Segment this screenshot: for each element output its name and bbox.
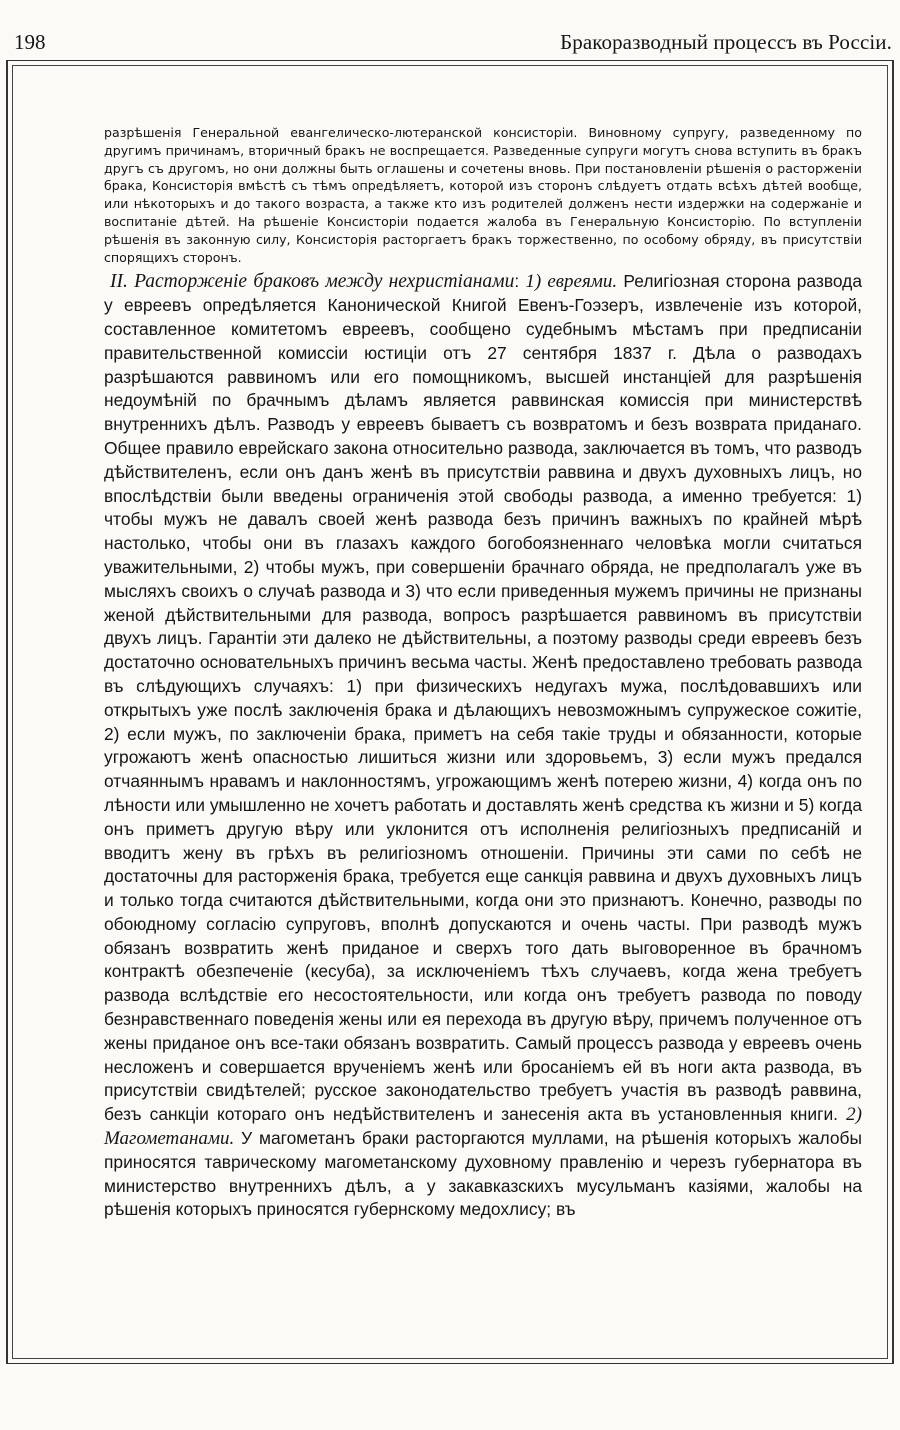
running-title: Бракоразводный процессъ въ Россіи. xyxy=(560,30,892,54)
subsection-label-jews: 1) евреями. xyxy=(525,271,618,293)
page-number: 198 xyxy=(14,30,46,54)
main-paragraph xyxy=(104,270,862,1222)
body-text-muslims: У магометанъ браки расторгаются муллами, на рѣшенія которыхъ жалобы приносятся таврическому магометанскому духовному правленію и черезъ губернатора въ министерство внутреннихъ дѣлъ, а у закавказскихъ мусульманъ казіями, жалобы на рѣшенія которыхъ приносятся губернскому медохлису; въ xyxy=(104,1128,862,1220)
body-text-jews: Религіозная сторона развода у евреевъ опредѣляется Канонической Книгой Евенъ-Гоэзеръ, извлеченіе изъ которой, составленное комитетомъ евреевъ, сообщено судебнымъ мѣстамъ при предписаніи правительственной комиссіи юстиціи отъ 27 сентября 1837 г. Дѣла о разводахъ разрѣшаются раввиномъ или его помощникомъ, высшей инстанціей для разрѣшенія недоумѣній по брачнымъ дѣламъ является раввинская комиссія при министерствѣ внутреннихъ дѣлъ. Разводъ у евреевъ бываетъ съ возвратомъ и безъ возврата приданаго. Общее правило еврейскаго закона относительно развода, заключается въ томъ, что разводъ дѣйствителенъ, если онъ данъ женѣ въ присутствіи раввина и двухъ духовныхъ лицъ, но впослѣдствіи были введены ограниченія этой свободы развода, а именно требуется: 1) чтобы мужъ не давалъ своей женѣ развода безъ причинъ важныхъ по крайней мѣрѣ настолько, чтобы они въ глазахъ каждого богобоязненнаго человѣка могли считаться уважительными, 2) чтобы мужъ, при совершеніи брачнаго обряда, не предполагалъ уже въ мысляхъ своихъ о случаѣ развода и 3) что если приведенныя мужемъ причины не признаны женой дѣйствительными для развода, вопросъ разрѣшается раввиномъ въ присутствіи двухъ лицъ. Гарантіи эти далеко не дѣйствительны, а поэтому разводы среди евреевъ безъ достаточно основательныхъ причинъ весьма часты. Женѣ предоставлено требовать развода въ слѣдующихъ случаяхъ: 1) при физическихъ недугахъ мужа, послѣдовавшихъ или открытыхъ уже послѣ заключенія брака и дѣлающихъ невозможнымъ супружеское сожитіе, 2) если мужъ, по заключеніи брака, приметъ на себя такіе труды и обязанности, которые угрожаютъ женѣ опасностью лишиться жизни или здоровьемъ, 3) если мужъ предался отчаяннымъ нравамъ и наклонностямъ, угрожающимъ женѣ потерею жизни, 4) когда онъ по лѣности или умышленно не хочетъ работать и доставлять женѣ средства къ жизни и 5) когда онъ приметъ другую вѣру или уклонится отъ исполненія религіозныхъ предписаній и вводитъ жену въ грѣхъ въ религіозномъ отношеніи. Причины эти сами по себѣ не достаточны для расторженія брака, требуется еще санкція раввина и двухъ духовныхъ лицъ и только тогда считаются дѣйствительными, когда они это признаютъ. Конечно, разводы по обоюдному согласію супруговъ, вполнѣ допускаются и очень часты. При разводѣ мужъ обязанъ возвратить женѣ приданое и сверхъ того дать выговоренное въ брачномъ контрактѣ обезпеченіе (кесуба), за исключеніемъ тѣхъ случаевъ, когда жена требуетъ развода вслѣдствіе его несостоятельности, или когда онъ требуетъ развода по поводу безнравственнаго поведенія жены или ея перехода въ другую вѣру, причемъ полученное отъ жены приданое онъ все-таки обязанъ возвратить. Самый процессъ развода у евреевъ очень несложенъ и совершается врученіемъ женѣ или бросаніемъ ей въ ноги акта развода, въ присутствіи свидѣтелей; русское законодательство требуетъ участія въ разводѣ раввина, безъ санкціи котораго онъ недѣйствителенъ и занесенія акта въ установленныя книги. xyxy=(104,271,862,1125)
section-heading: II. Расторженіе браковъ между нехристіанами xyxy=(110,271,515,293)
heading-colon: : xyxy=(514,271,526,292)
subsection-label-muslims: 2) Магометанами. xyxy=(104,1104,862,1150)
page-header xyxy=(14,30,892,60)
small-print-paragraph: разрѣшенія Генеральной евангелическо-лютеранской консисторіи. Виновному супругу, разведенному по другимъ причинамъ, вторичный бракъ не воспрещается. Разведенные супруги могутъ снова вступить въ бракъ другъ съ другомъ, но они должны быть оглашены и сочетены вновь. При постановленіи рѣшенія о расторженіи брака, Консисторія вмѣстѣ съ тѣмъ опредѣляетъ, которой изъ сторонъ слѣдуетъ отдать всѣхъ дѣтей вообще, или нѣкоторыхъ и до такого возраста, а также кто изъ родителей долженъ нести издержки на содержаніе и воспитаніе дѣтей. На рѣшеніе Консисторіи подается жалоба въ Генеральную Консисторію. По вступленіи рѣшенія въ законную силу, Консисторія расторгаетъ бракъ торжественно, по особому обряду, въ присутствіи спорящихъ сторонъ. xyxy=(104,125,862,265)
page-content xyxy=(104,124,862,1222)
